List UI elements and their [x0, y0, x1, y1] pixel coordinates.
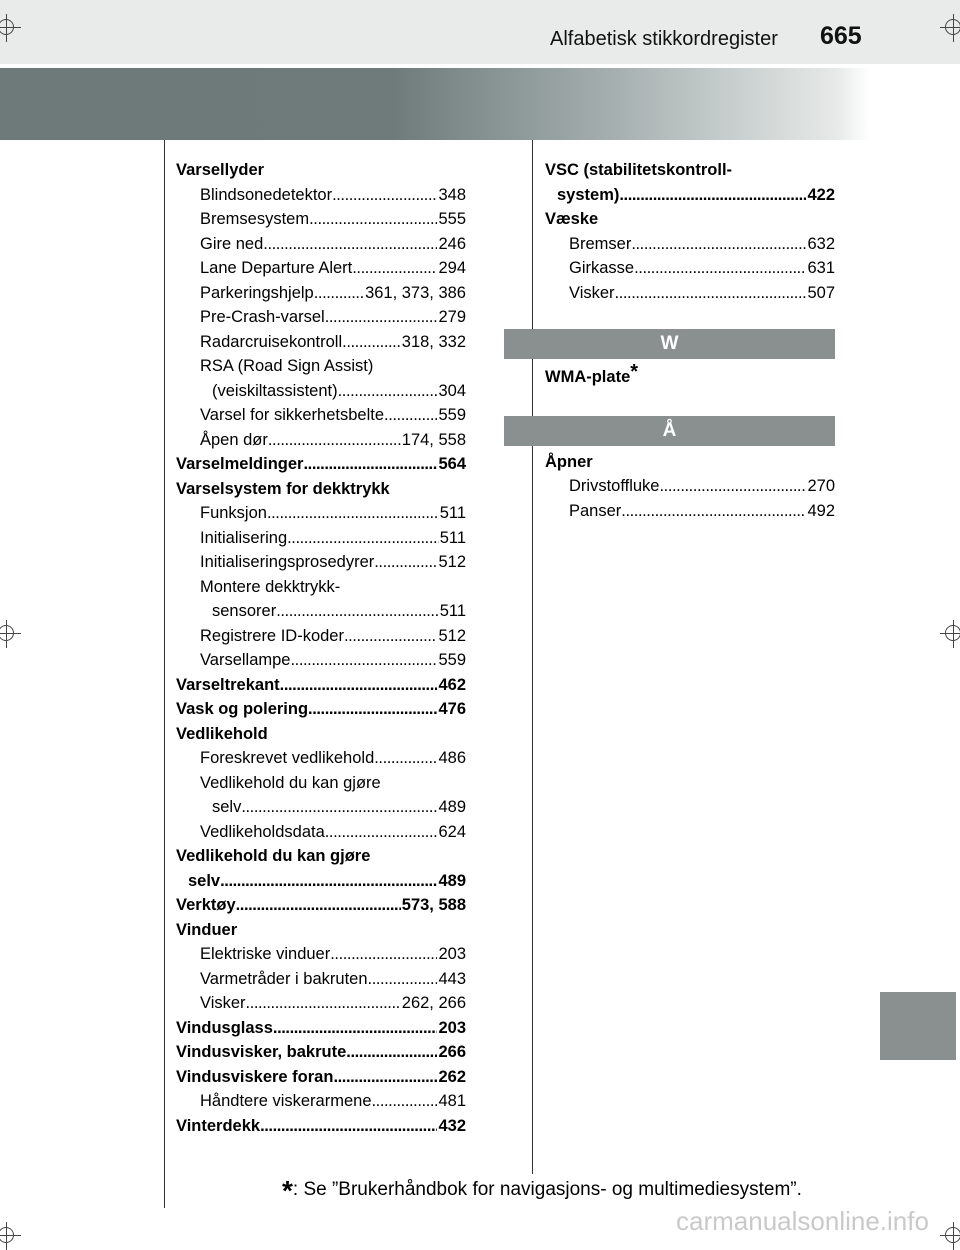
column-rule-middle: [532, 140, 533, 1174]
index-sub-entry: Lane Departure Alert . . . 294: [176, 256, 466, 281]
index-sub-entry: Initialisering . . . 511: [176, 526, 466, 551]
crop-mark-icon: [0, 1222, 21, 1250]
index-entry: system) . . . 422: [545, 183, 835, 208]
crop-mark-icon: [940, 1222, 960, 1250]
index-sub-entry: Varsel for sikkerhetsbelte . . . 559: [176, 403, 466, 428]
index-sub-entry: Visker . . . 507: [545, 281, 835, 306]
index-entry-heading: Væske: [545, 210, 599, 228]
index-entry-heading: VSC (stabilitetskontroll-: [545, 161, 733, 179]
index-sub-entry: Håndtere viskerarmene . . . 481: [176, 1089, 466, 1114]
watermark: carmanualsonline.info: [676, 1206, 929, 1236]
crop-mark-icon: [940, 620, 960, 648]
index-sub-entry: Funksjon . . . 511: [176, 501, 466, 526]
index-sub-entry: Blindsonedetektor . . . 348: [176, 183, 466, 208]
index-sub-entry: sensorer . . . 511: [176, 599, 466, 624]
index-sub-entry: (veiskiltassistent) . . . 304: [176, 379, 466, 404]
crop-mark-icon: [0, 620, 21, 648]
index-entry: Varseltrekant . . . 462: [176, 673, 466, 698]
index-sub-entry: Parkeringshjelp . . . 361, 373, 386: [176, 281, 466, 306]
index-sub-entry: Vedlikeholdsdata . . . 624: [176, 820, 466, 845]
top-strip: [0, 0, 960, 64]
index-entry-heading: Varselsystem for dekktrykk: [176, 479, 390, 498]
index-sub-entry: Registrere ID-koder . . . 512: [176, 624, 466, 649]
index-sub-entry: Drivstoffluke . . . 270: [545, 474, 835, 499]
page-header-title: Alfabetisk stikkordregister: [550, 28, 778, 50]
crop-mark-icon: [940, 14, 960, 42]
index-column-left: [176, 158, 466, 1138]
index-sub-entry: Varsellampe . . . 559: [176, 648, 466, 673]
page-number: 665: [820, 22, 862, 50]
index-entry-heading: Vinduer: [176, 920, 238, 939]
header-band: [0, 68, 870, 140]
index-sub-entry: Pre-Crash-varsel . . . 279: [176, 305, 466, 330]
index-entry-heading: Varsellyder: [176, 161, 265, 179]
index-sub-entry: Radarcruisekontroll . . . 318, 332: [176, 330, 466, 355]
index-sub-entry: Bremser . . . 632: [545, 232, 835, 257]
index-sub-entry: selv . . . 489: [176, 795, 466, 820]
footnote: [282, 1170, 802, 1206]
index-sub-entry: Girkasse . . . 631: [545, 256, 835, 281]
index-sub-entry: Vedlikehold du kan gjøre: [200, 773, 381, 792]
crop-mark-icon: [0, 14, 21, 42]
index-sub-entry: Foreskrevet vedlikehold . . . 486: [176, 746, 466, 771]
letter-section-band-aa: Å: [504, 416, 835, 446]
index-sub-entry: Bremsesystem . . . 555: [176, 207, 466, 232]
column-rule-left: [164, 140, 165, 1208]
index-column-right: [545, 158, 835, 523]
index-entry-wma-plate: WMA-plate*: [545, 360, 639, 386]
index-entry: selv . . . 489: [176, 869, 466, 894]
index-sub-entry: Elektriske vinduer . . . 203: [176, 942, 466, 967]
footnote-text: : Se ”Brukerhåndbok for navigasjons- og multimediesystem”.: [292, 1179, 802, 1200]
index-entry: Vindusglass . . . 203: [176, 1016, 466, 1041]
index-sub-entry: Montere dekktrykk-: [200, 577, 341, 596]
index-entry: Vindusviskere foran . . . 262: [176, 1065, 466, 1090]
index-entry: Verktøy . . . 573, 588: [176, 893, 466, 918]
index-sub-entry: Initialiseringsprosedyrer . . . 512: [176, 550, 466, 575]
index-entry: Vindusvisker, bakrute . . . 266: [176, 1040, 466, 1065]
index-sub-entry: Visker . . . 262, 266: [176, 991, 466, 1016]
footnote-star: *: [282, 1175, 293, 1206]
index-sub-entry: Panser . . . 492: [545, 499, 835, 524]
footnote-star: *: [630, 360, 639, 383]
section-thumb-tab: [880, 992, 956, 1060]
index-sub-entry: Varmetråder i bakruten . . . 443: [176, 967, 466, 992]
index-sub-entry: Gire ned . . . 246: [176, 232, 466, 257]
index-entry-heading: Vedlikehold du kan gjøre: [176, 847, 371, 865]
index-entry: Varselmeldinger . . . 564: [176, 452, 466, 477]
index-entry-heading: Vedlikehold: [176, 724, 268, 743]
index-sub-entry: RSA (Road Sign Assist): [200, 357, 374, 375]
index-entry: Vask og polering . . . 476: [176, 697, 466, 722]
index-sub-entry: Åpen dør . . . 174, 558: [176, 428, 466, 453]
letter-section-band-w: W: [504, 329, 835, 359]
index-entry-heading: Åpner: [545, 452, 593, 471]
index-entry: Vinterdekk . . . 432: [176, 1114, 466, 1139]
